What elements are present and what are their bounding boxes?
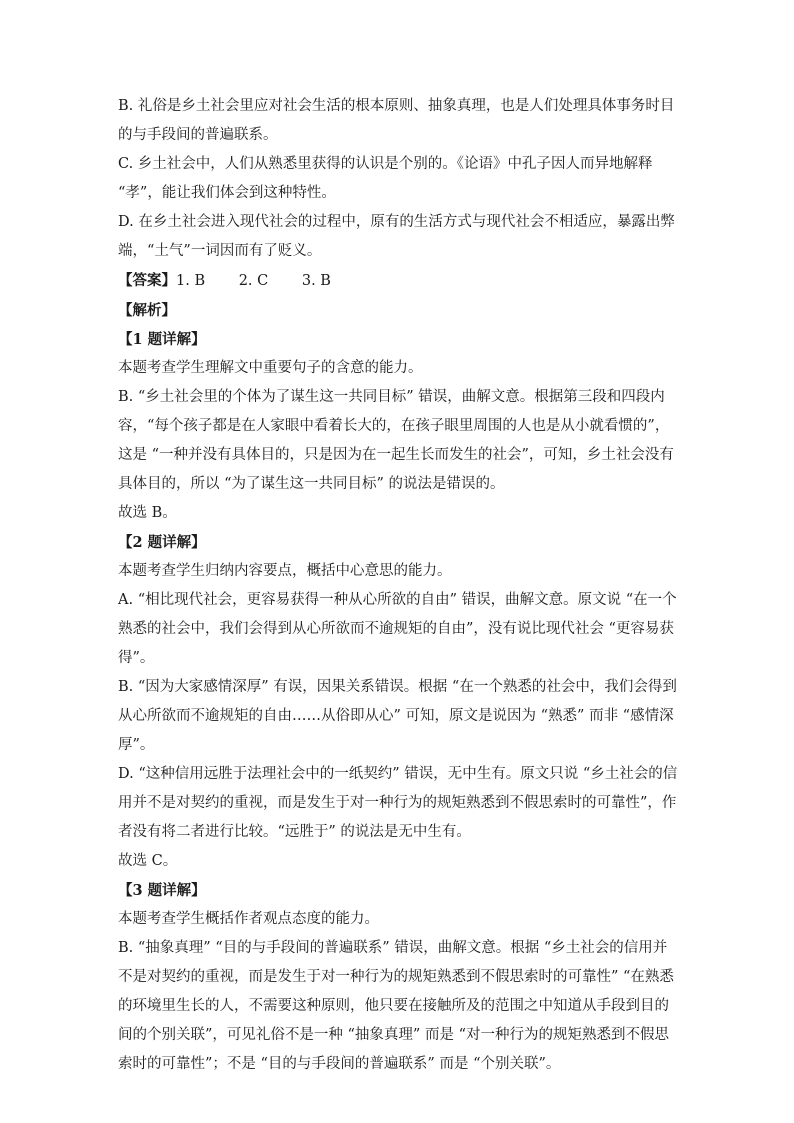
q3-heading: 【3 题详解】 [118, 882, 206, 899]
q1-text: B. “乡土社会里的个体为了谋生这一共同目标” 错误，曲解文意。根据第三段和四段内容，“每个孩子都是在人家眼中看着长大的，在孩子眼里周围的人也是从小就看惯的”，这是 “一种并没有具体目的，只是因为在一起生长而发生的社会”，可知，乡土社会没有具体目的，所以 “为了谋生这一共同目标” 的说法是错误的。 [118, 389, 674, 492]
q2-heading: 【2 题详解】 [118, 534, 206, 551]
analysis-label: 【解析】 [118, 302, 176, 319]
q1-intro: 本题考查学生理解文中重要句子的含意的能力。 [118, 360, 423, 376]
answer-label: 【答案】 [118, 272, 176, 289]
q2-choice: 故选 C。 [118, 853, 178, 869]
option-c: C. 乡土社会中，人们从熟悉里获得的认识是个别的。《论语》中孔子因人而异地解释 “孝”，能让我们体会到这种特性。 [118, 156, 653, 201]
q1-choice: 故选 B。 [118, 505, 177, 521]
q2-text-d: D. “这种信用远胜于法理社会中的一纸契约” 错误，无中生有。原文只说 “乡土社会的信用并不是对契约的重视，而是发生于对一种行为的规矩熟悉到不假思索时的可靠性”，作者没有将二者进行比较。“远胜于” 的说法是无中生有。 [118, 766, 678, 840]
option-d: D. 在乡土社会进入现代社会的过程中，原有的生活方式与现代社会不相适应，暴露出弊端，“土气”一词因而有了贬义。 [118, 214, 675, 259]
q2-text-b: B. “因为大家感情深厚” 有误，因果关系错误。根据 “在一个熟悉的社会中，我们会得到从心所欲而不逾规矩的自由……从俗即从心” 可知，原文是说因为 “熟悉” 而非 “感情深厚”。 [118, 679, 677, 753]
option-b: B. 礼俗是乡土社会里应对社会生活的根本原则、抽象真理，也是人们处理具体事务时目的与手段间的普遍联系。 [118, 98, 675, 143]
answer-line [118, 266, 678, 296]
q2-intro: 本题考查学生归纳内容要点，概括中心意思的能力。 [118, 563, 452, 579]
q2-text-a: A. “相比现代社会，更容易获得一种从心所欲的自由” 错误，曲解文意。原文说 “在一个熟悉的社会中，我们会得到从心所欲而不逾规矩的自由”，没有说比现代社会 “更容易获得”。 [118, 592, 677, 666]
answer-analysis-section [118, 92, 678, 1079]
q1-heading: 【1 题详解】 [118, 331, 206, 348]
q3-text-b: B. “抽象真理” “目的与手段间的普遍联系” 错误，曲解文意。根据 “乡土社会的信用并不是对契约的重视，而是发生于对一种行为的规矩熟悉到不假思索时的可靠性” “在熟悉的环境里生长的人，不需要这种原则，他只要在接触所及的范围之中知道从手段到目的间的个别关联”，可见礼俗不是一种 “抽象真理” 而是 “对一种行为的规矩熟悉到不假思索时的可靠性”；不是 “目的与手段间的普遍联系” 而是 “个别关联”。 [118, 940, 674, 1072]
q3-intro: 本题考查学生概括作者观点态度的能力。 [118, 911, 379, 927]
answer-text: 1. B 2. C 3. B [176, 273, 331, 289]
